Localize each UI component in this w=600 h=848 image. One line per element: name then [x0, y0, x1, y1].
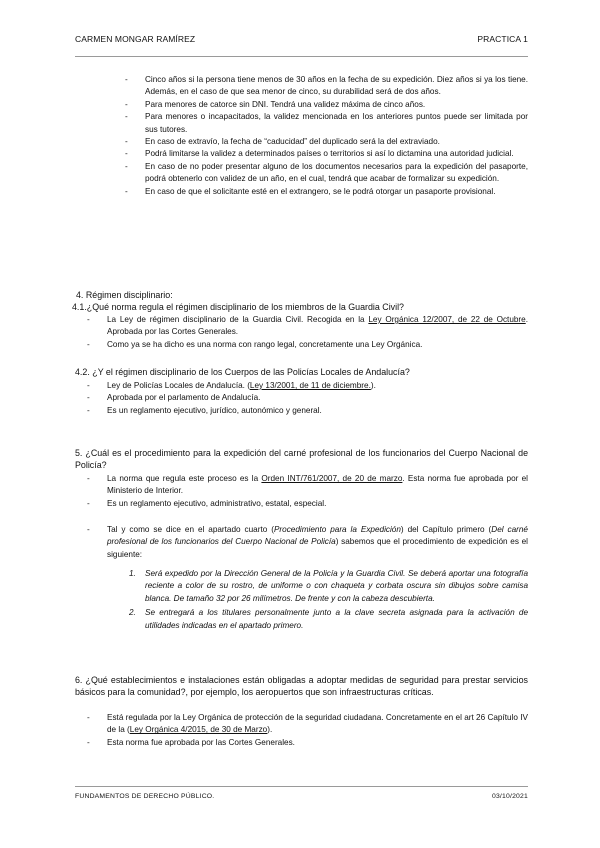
- dash-marker: -: [87, 393, 90, 403]
- list-item-text: Para menores de catorce sin DNI. Tendrá una validez máxima de cinco años.: [145, 99, 426, 109]
- dash-marker: -: [125, 99, 128, 109]
- footer-divider: [75, 786, 528, 787]
- dash-marker: -: [125, 186, 128, 196]
- dash-marker: -: [87, 405, 90, 415]
- answer-4-2: [87, 380, 528, 417]
- answer-text: Tal y como se dice en el apartado cuarto (: [107, 525, 274, 534]
- question-5: 5. ¿Cuál es el procedimiento para la expedición del carné profesional de los funcionarios del Cuerpo Nacional de Policía?: [75, 448, 528, 471]
- list-item: [87, 405, 528, 417]
- list-item: [87, 498, 528, 510]
- step-text: Será expedido por la Dirección General de la Policía y la Guardia Civil. Se deberá aportar una fotografía reciente a color de su rostro, de uniforme o con chaqueta y corbata oscura sin dibujos sobre camisa blanca. De tamaño 32 por 26 milímetros. De frente y con la cabeza descubierta.: [145, 569, 528, 603]
- list-item-text: Para menores o incapacitados, la validez mencionada en los anteriores puntos puede ser limitada por sus tutores.: [145, 112, 528, 134]
- list-item: [125, 161, 528, 186]
- answer-text: ).: [370, 381, 376, 390]
- dash-marker: -: [125, 161, 128, 171]
- section-4-title: 4. Régimen disciplinario:: [76, 290, 173, 300]
- procedure-step: [129, 607, 528, 632]
- list-item: [87, 314, 528, 339]
- answer-text: Ley de Policías Locales de Andalucía. (: [107, 381, 250, 390]
- dash-marker: -: [87, 315, 90, 324]
- dash-marker: -: [87, 339, 90, 349]
- italic-reference: Procedimiento para la Expedición: [273, 525, 401, 534]
- list-item: [87, 473, 528, 498]
- answer-4-1: [87, 314, 528, 351]
- list-item: [125, 74, 528, 99]
- dash-marker: -: [87, 474, 90, 483]
- list-item: [87, 392, 528, 404]
- answer-text: Aprobada por el parlamento de Andalucía.: [107, 393, 261, 403]
- dash-marker: -: [87, 713, 90, 722]
- dash-marker: -: [87, 498, 90, 508]
- answer-text: Esta norma fue aprobada por las Cortes Generales.: [107, 737, 295, 747]
- law-link[interactable]: Ley 13/2001, de 11 de diciembre.: [249, 381, 371, 390]
- list-item-text: Cinco años si la persona tiene menos de 30 años en la fecha de su expedición. Diez años si ya los tiene. Además, en el caso de que sea menor de cinco, su durabilidad será de dos años.: [145, 75, 528, 97]
- list-item: [125, 111, 528, 136]
- list-item: [125, 99, 528, 111]
- dash-marker: -: [87, 381, 90, 390]
- italic-reference: Del carné profesional de los funcionarios del Cuerpo Nacional de Policía: [107, 525, 528, 547]
- step-text: Se entregará a los titulares personalmente junto a la clave secreta asignada para la activación de utilidades indicadas en el apartado primero.: [145, 608, 528, 630]
- answer-text: Es un reglamento ejecutivo, jurídico, autonómico y general.: [107, 405, 322, 415]
- header-practice: PRACTICA 1: [477, 34, 528, 44]
- list-item: [125, 148, 528, 160]
- question-4-1: 4.1.¿Qué norma regula el régimen disciplinario de los miembros de la Guardia Civil?: [72, 302, 404, 312]
- dash-marker: -: [87, 525, 90, 534]
- list-item: [87, 737, 528, 749]
- answer-5: [87, 473, 528, 510]
- answer-text: Es un reglamento ejecutivo, administrativo, estatal, especial.: [107, 498, 327, 508]
- passport-validity-list: [125, 74, 528, 198]
- answer-text: Está regulada por la Ley Orgánica de protección de la seguridad ciudadana. Concretamente en el art 26 Capítulo IV de la (: [107, 713, 528, 735]
- answer-text: . Esta norma fue aprobada por el Ministerio de Interior.: [107, 474, 528, 496]
- law-link[interactable]: Ley Orgánica 12/2007, de 22 de Octubre: [368, 315, 526, 324]
- list-item: [87, 339, 528, 351]
- dash-marker: -: [125, 137, 128, 147]
- answer-5-procedure: [87, 524, 528, 561]
- footer-subject: FUNDAMENTOS DE DERECHO PÚBLICO.: [75, 793, 215, 800]
- answer-6: [87, 712, 528, 749]
- header-author: CARMEN MONGAR RAMÍREZ: [75, 34, 196, 44]
- answer-text: La norma que regula este proceso es la: [107, 474, 262, 483]
- list-item-text: En caso de extravío, la fecha de “caducidad” del duplicado será la del extraviado.: [145, 137, 440, 147]
- step-number: 1.: [129, 569, 136, 578]
- list-item: [87, 380, 528, 392]
- answer-text: . Aprobada por las Cortes Generales.: [107, 315, 528, 337]
- footer-date: 03/10/2021: [491, 793, 528, 800]
- header-divider: [75, 56, 528, 57]
- answer-text: La Ley de régimen disciplinario de la Guardia Civil. Recogida en la: [107, 315, 369, 324]
- list-item-text: En caso de que el solicitante esté en el extrangero, se le podrá otorgar un pasaporte provisional.: [145, 186, 496, 196]
- answer-text: ) del Capítulo primero (: [400, 525, 492, 534]
- question-4-2: 4.2. ¿Y el régimen disciplinario de los Cuerpos de las Policías Locales de Andalucía?: [75, 367, 410, 377]
- list-item-text: En caso de no poder presentar alguno de los documentos necesarios para la expedición del pasaporte, podrá obtenerlo con validez de un año, en el cual, tendrá que acabar de formalizar su expedición.: [145, 161, 528, 184]
- answer-text: ) sabemos que el procedimiento de expedición es el siguiente:: [107, 537, 528, 559]
- procedure-steps: [129, 568, 528, 632]
- list-item: [87, 712, 528, 737]
- step-number: 2.: [129, 608, 136, 618]
- dash-marker: -: [125, 149, 128, 159]
- list-item: [87, 524, 528, 561]
- list-item-text: Podrá limitarse la validez a determinados países o territorios si así lo dictamina una autoridad judicial.: [145, 149, 514, 159]
- answer-text: Como ya se ha dicho es una norma con rango legal, concretamente una Ley Orgánica.: [107, 339, 423, 349]
- law-link[interactable]: Orden INT/761/2007, de 20 de marzo: [261, 474, 403, 483]
- question-6: 6. ¿Qué establecimientos e instalaciones están obligadas a adoptar medidas de seguridad para prestar servicios básicos para la comunidad?, por ejemplo, los aeropuertos que son infraestructuras críticas.: [75, 675, 528, 698]
- answer-text: ).: [267, 725, 273, 735]
- list-item: [125, 136, 528, 148]
- procedure-step: [129, 568, 528, 605]
- list-item: [125, 186, 528, 198]
- dash-marker: -: [125, 112, 128, 122]
- law-link[interactable]: Ley Orgánica 4/2015, de 30 de Marzo: [129, 725, 268, 735]
- dash-marker: -: [87, 737, 90, 747]
- dash-marker: -: [125, 75, 128, 84]
